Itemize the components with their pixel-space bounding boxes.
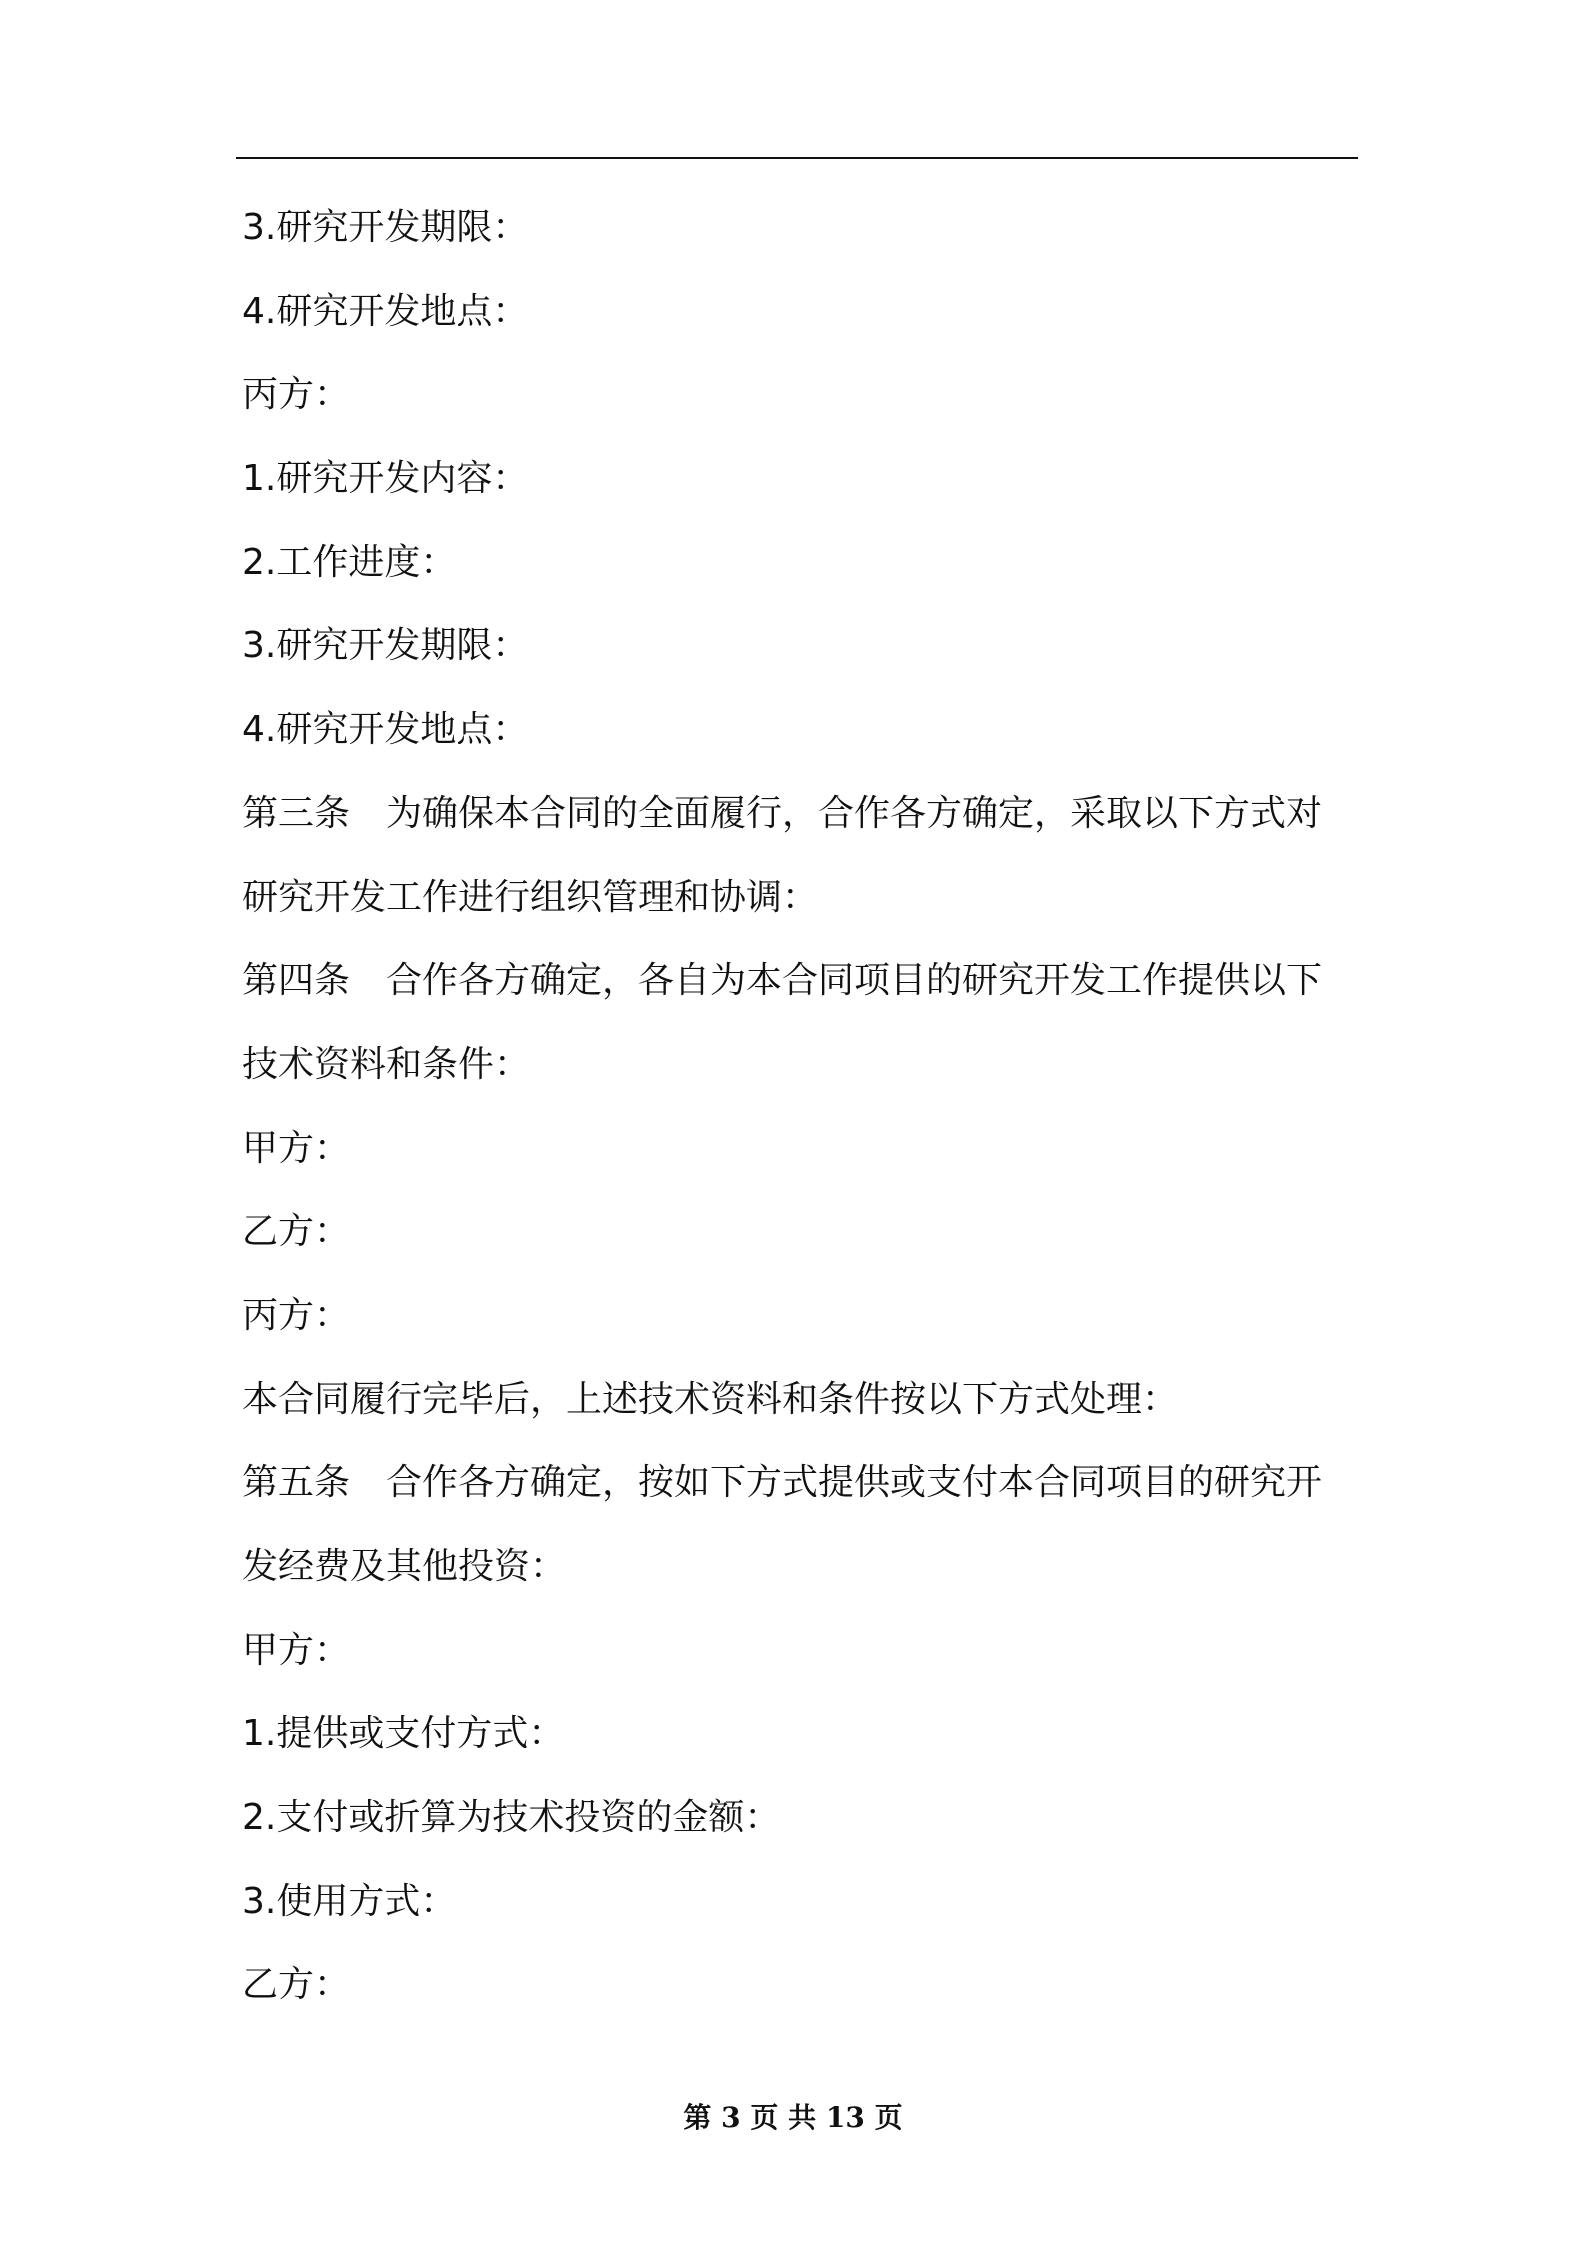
text-line: 发经费及其他投资：	[242, 1546, 567, 1587]
text-line: 3.使用方式：	[242, 1880, 457, 1922]
text-line: 3.研究开发期限：	[242, 625, 529, 667]
text-line: 1.提供或支付方式：	[242, 1713, 565, 1755]
text-line: 研究开发工作进行组织管理和协调：	[242, 876, 819, 918]
text-line: 丙方：	[242, 1294, 351, 1336]
text-line: 乙方：	[242, 1211, 351, 1253]
header-rule	[236, 157, 1358, 159]
article-5-line: 第五条 合作各方确定，按如下方式提供或支付本合同项目的研究开	[242, 1462, 1323, 1504]
text-line: 4.研究开发地点：	[242, 709, 529, 751]
text-line: 3.研究开发期限：	[242, 207, 529, 248]
text-line: 甲方：	[242, 1629, 351, 1671]
article-3-line: 第三条 为确保本合同的全面履行，合作各方确定，采取以下方式对	[242, 792, 1323, 834]
text-line: 4.研究开发地点：	[242, 290, 529, 332]
text-line: 甲方：	[242, 1127, 351, 1169]
article-4-line: 第四条 合作各方确定，各自为本合同项目的研究开发工作提供以下	[242, 960, 1323, 1002]
text-line: 技术资料和条件：	[242, 1043, 531, 1085]
document-body	[242, 196, 1362, 2037]
text-line: 2.支付或折算为技术投资的金额：	[242, 1797, 781, 1839]
text-line: 丙方：	[242, 374, 351, 416]
text-line: 2.工作进度：	[242, 541, 457, 583]
text-line: 1.研究开发内容：	[242, 458, 529, 500]
text-line: 乙方：	[242, 1964, 351, 2006]
page-number: 第 3 页 共 13 页	[683, 2101, 903, 2134]
text-line: 本合同履行完毕后，上述技术资料和条件按以下方式处理：	[242, 1378, 1179, 1420]
